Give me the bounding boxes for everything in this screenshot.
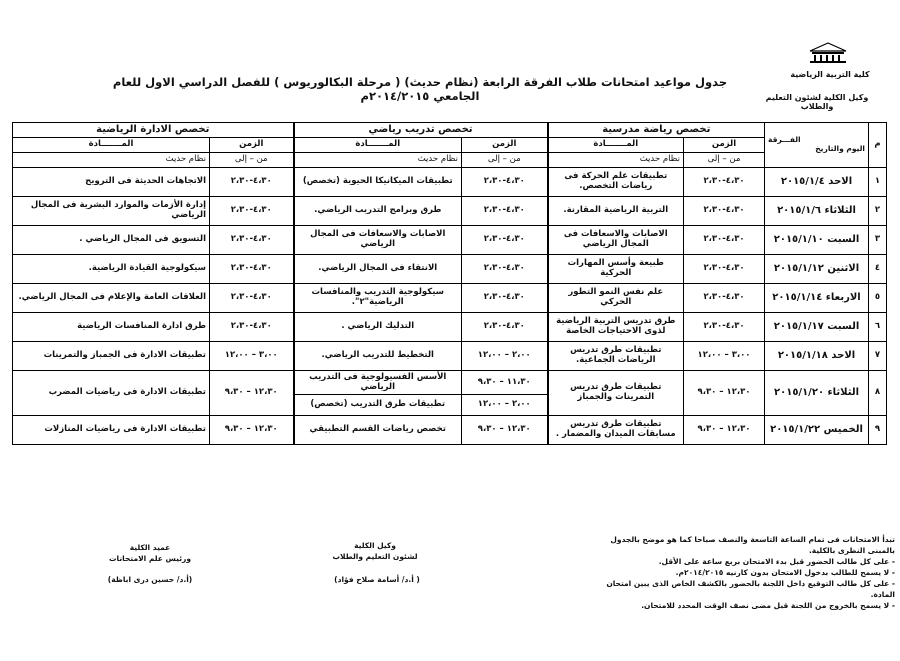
vice-dean-name: ( أ.د/ أسامة صلاح فؤاد) — [334, 575, 420, 584]
note-line: - لا يسمح للطالب بدخول الامتحان بدون كارنيه ٢٠١٤/٢٠١٥م. — [675, 568, 895, 577]
row-time: ٤،٣٠-٢،٣٠ — [210, 197, 294, 226]
table-row — [13, 371, 887, 395]
dean-title: عميد الكلية — [129, 543, 171, 552]
row-time: ٤،٣٠-٢،٣٠ — [462, 255, 548, 284]
day-date-header — [765, 123, 869, 168]
time-header: الزمن — [462, 138, 548, 153]
row-subject: طرق وبرامج التدريب الرياضي. — [294, 197, 462, 226]
row-subject: سيكولوجية التدريب والمنافسات الرياضية"٢". — [294, 284, 462, 313]
row-number: ٢ — [869, 197, 887, 226]
row-subject: الاصابات والاسعافات فى المجال الرياضي — [294, 226, 462, 255]
row-day-date: الاثنين ٢٠١٥/١/١٢ — [765, 255, 869, 284]
class-label: الفـــرقة — [768, 135, 801, 145]
row-subject: العلاقات العامة والإعلام فى المجال الرياضي. — [13, 284, 210, 313]
day-date-label: اليوم والتاريخ — [815, 144, 866, 153]
row-subject: تخصص رياضات القسم التطبيقي — [294, 416, 462, 445]
row-number: ٤ — [869, 255, 887, 284]
vice-dean-subtitle: لشئون التعليم والطلاب — [332, 552, 418, 561]
row-day-date: الثلاثاء ٢٠١٥/١/٢٠ — [765, 371, 869, 416]
row-subject: الأسس الفسيولوجية فى التدريب الرياضي — [294, 371, 462, 395]
row-time: ٤،٣٠-٢،٣٠ — [462, 168, 548, 197]
table-row — [13, 313, 887, 342]
row-time: ٤،٣٠-٢،٣٠ — [462, 226, 548, 255]
row-subject: علم نفس النمو التطور الحركي — [548, 284, 684, 313]
table-row — [13, 226, 887, 255]
row-day-date: الخميس ٢٠١٥/١/٢٢ — [765, 416, 869, 445]
row-time: ٣،٠٠ – ١٢،٠٠ — [684, 342, 765, 371]
page-title: جدول مواعيد امتحانات طلاب الفرقة الرابعة (نظام حديث) ( مرحلة البكالوريوس ) للفصل الدراسي الاول للعام الجامعي ٢٠١٤/٢٠١٥م — [112, 75, 728, 103]
row-subject: التخطيط للتدريب الرياضي. — [294, 342, 462, 371]
college-logo — [806, 42, 850, 64]
row-time: ١٢،٣٠ – ٩،٣٠ — [462, 416, 548, 445]
spec-header-sports-admin: تخصص الادارة الرياضية — [13, 123, 294, 138]
subject-header: المـــــــادة — [548, 138, 684, 153]
row-subject: تطبيقات الادارة فى الجمباز والتمرينات — [13, 342, 210, 371]
row-time: ١١،٣٠ – ٩،٣٠ — [462, 371, 548, 395]
org-name: كلية التربية الرياضية — [790, 70, 870, 79]
exam-schedule-table — [12, 122, 887, 445]
row-day-date: الاحد ٢٠١٥/١/٤ — [765, 168, 869, 197]
row-time: ١٢،٣٠ – ٩،٣٠ — [210, 416, 294, 445]
row-subject: تطبيقات طرق تدريس مسابقات الميدان والمضمار . — [548, 416, 684, 445]
spec-header-school-sports: تخصص رياضة مدرسية — [548, 123, 765, 138]
row-subject: التدليك الرياضي . — [294, 313, 462, 342]
row-time: ٤،٣٠-٢،٣٠ — [462, 313, 548, 342]
row-time: ١٢،٣٠ – ٩،٣٠ — [684, 371, 765, 416]
row-time: ٤،٣٠-٢،٣٠ — [462, 284, 548, 313]
time-header: الزمن — [684, 138, 765, 153]
row-subject: تطبيقات علم الحركة فى رياضات التخصص. — [548, 168, 684, 197]
row-time: ٤،٣٠-٢،٣٠ — [210, 226, 294, 255]
row-time: ٤،٣٠-٢،٣٠ — [684, 313, 765, 342]
row-subject: تطبيقات الميكانيكا الحيوية (تخصص) — [294, 168, 462, 197]
index-header: م — [869, 123, 887, 168]
row-subject: التربية الرياضية المقارنة. — [548, 197, 684, 226]
row-subject: الاصابات والاسعافات فى المجال الرياضي — [548, 226, 684, 255]
row-time: ٤،٣٠-٢،٣٠ — [462, 197, 548, 226]
table-row — [13, 168, 887, 197]
row-time: ٤،٣٠-٢،٣٠ — [684, 284, 765, 313]
row-subject: إدارة الأزمات والموارد البشرية فى المجال الرياضي — [13, 197, 210, 226]
row-subject: طبيعة وأسس المهارات الحركية — [548, 255, 684, 284]
row-subject: الاتجاهات الحديثة فى الترويح — [13, 168, 210, 197]
row-day-date: السبت ٢٠١٥/١/١٠ — [765, 226, 869, 255]
row-time: ١٢،٣٠ – ٩،٣٠ — [210, 371, 294, 416]
exam-notes — [595, 534, 895, 611]
row-subject: طرق تدريس التربية الرياضية لذوى الاحتياجات الخاصة — [548, 313, 684, 342]
table-row — [13, 255, 887, 284]
row-number: ٨ — [869, 371, 887, 416]
note-line: - على كل طالب التوقيع داخل اللجنة بالحضور بالكشف الخاص الذى يبين امتحان المادة. — [606, 579, 895, 599]
row-number: ٩ — [869, 416, 887, 445]
row-number: ٣ — [869, 226, 887, 255]
row-subject: تطبيقات طرق التدريب (تخصص) — [294, 395, 462, 416]
row-subject: تطبيقات الادارة فى رياضيات المنازلات — [13, 416, 210, 445]
time-range-label: من – إلى — [684, 153, 765, 168]
row-subject: تطبيقات الادارة فى رياضيات المضرب — [13, 371, 210, 416]
row-time: ٤،٣٠-٢،٣٠ — [210, 313, 294, 342]
note-line: - على كل طالب الحضور قبل بدء الامتحان بربع ساعة على الأقل. — [658, 557, 895, 566]
row-time: ٣،٠٠ – ١٢،٠٠ — [210, 342, 294, 371]
dean-signature — [95, 542, 205, 564]
row-time: ٢،٠٠ – ١٢،٠٠ — [462, 395, 548, 416]
row-time: ٤،٣٠-٢،٣٠ — [684, 197, 765, 226]
row-time: ٤،٣٠-٢،٣٠ — [210, 168, 294, 197]
org-department: وكيل الكلية لشئون التعليم والطلاب — [765, 93, 869, 111]
row-time: ٤،٣٠-٢،٣٠ — [210, 255, 294, 284]
row-time: ١٢،٣٠ – ٩،٣٠ — [684, 416, 765, 445]
row-time: ٤،٣٠-٢،٣٠ — [684, 255, 765, 284]
row-number: ٥ — [869, 284, 887, 313]
dean-subtitle: ورئيس علم الامتحانات — [109, 554, 191, 563]
row-time: ٤،٣٠-٢،٣٠ — [210, 284, 294, 313]
subject-header: المـــــــادة — [294, 138, 462, 153]
system-label: نظام حديث — [548, 153, 684, 168]
row-subject: الانتقاء فى المجال الرياضي. — [294, 255, 462, 284]
table-row — [13, 284, 887, 313]
row-time: ٤،٣٠-٢،٣٠ — [684, 168, 765, 197]
row-subject: التسويق فى المجال الرياضي . — [13, 226, 210, 255]
subject-header: المـــــــادة — [13, 138, 210, 153]
table-row — [13, 342, 887, 371]
note-line: تبدأ الامتحانات فى تمام الساعة التاسعة والنصف صباحا كما هو موضح بالجدول بالمبنى النظرى بالكلية. — [610, 535, 895, 555]
row-subject: تطبيقات طرق تدريس التمرينات والجمباز — [548, 371, 684, 416]
row-number: ٦ — [869, 313, 887, 342]
time-range-label: من – إلى — [210, 153, 294, 168]
table-row — [13, 197, 887, 226]
row-day-date: الثلاثاء ٢٠١٥/١/٦ — [765, 197, 869, 226]
row-number: ٧ — [869, 342, 887, 371]
row-time: ٤،٣٠-٢،٣٠ — [684, 226, 765, 255]
spec-header-sports-training: تخصص تدريب رياضي — [294, 123, 548, 138]
row-subject: سيكولوجية القيادة الرياضية. — [13, 255, 210, 284]
vice-dean-title: وكيل الكلية — [354, 541, 396, 550]
vice-dean-signature — [320, 540, 430, 562]
time-range-label: من – إلى — [462, 153, 548, 168]
row-day-date: الاربعاء ٢٠١٥/١/١٤ — [765, 284, 869, 313]
row-day-date: الاحد ٢٠١٥/١/١٨ — [765, 342, 869, 371]
note-line: - لا يسمح بالخروج من اللجنة قبل مضى نصف الوقت المحدد للامتحان. — [641, 601, 895, 610]
row-time: ٢،٠٠ – ١٢،٠٠ — [462, 342, 548, 371]
system-label: نظام حديث — [13, 153, 210, 168]
row-subject: طرق ادارة المنافسات الرياضية — [13, 313, 210, 342]
row-day-date: السبت ٢٠١٥/١/١٧ — [765, 313, 869, 342]
dean-name: (أ.د/ حسين درى اباظة) — [107, 575, 193, 584]
system-label: نظام حديث — [294, 153, 462, 168]
row-number: ١ — [869, 168, 887, 197]
table-row — [13, 416, 887, 445]
row-subject: تطبيقات طرق تدريس الرياضات الجماعية. — [548, 342, 684, 371]
time-header: الزمن — [210, 138, 294, 153]
